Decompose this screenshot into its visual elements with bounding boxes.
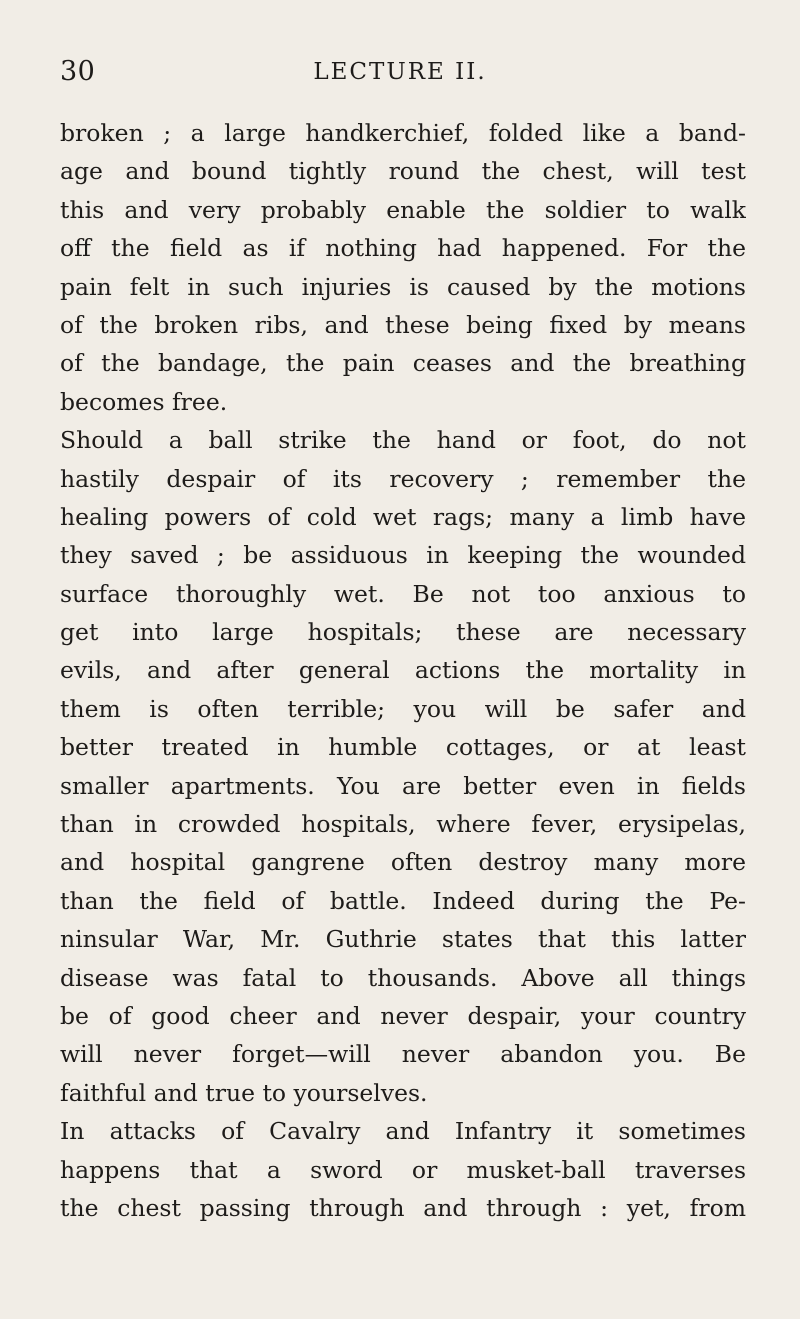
text-line: ninsular War, Mr. Guthrie states that this latter: [60, 925, 746, 954]
text-line: becomes free.: [60, 387, 228, 416]
text-line: this and very probably enable the soldier to walk: [60, 195, 746, 224]
text-line: will never forget—will never abandon you. Be: [60, 1040, 746, 1069]
text-line: In attacks of Cavalry and Infantry it sometimes: [60, 1117, 746, 1146]
text-line: better treated in humble cottages, or at least: [60, 733, 746, 762]
text-line: disease was fatal to thousands. Above all things: [60, 963, 746, 992]
text-line: broken ; a large handkerchief, folded like a band-: [60, 119, 746, 147]
text-line: faithful and true to yourselves.: [60, 1078, 428, 1107]
text-line: be of good cheer and never despair, your country: [60, 1001, 746, 1030]
text-line: they saved ; be assiduous in keeping the wounded: [60, 541, 746, 570]
text-line: than in crowded hospitals, where fever, erysipelas,: [60, 810, 746, 839]
text-line: hastily despair of its recovery ; remember the: [60, 464, 746, 493]
text-line: off the field as if nothing had happened. For the: [60, 234, 746, 263]
text-line: healing powers of cold wet rags; many a limb have: [60, 502, 746, 531]
text-line: of the broken ribs, and these being fixed by means: [60, 310, 746, 339]
text-line: them is often terrible; you will be safer and: [60, 694, 746, 723]
text-line: the chest passing through and through : yet, from: [60, 1193, 746, 1222]
text-line: smaller apartments. You are better even in fields: [60, 771, 746, 800]
page-number: 30: [60, 56, 96, 87]
text-line: of the bandage, the pain ceases and the breathing: [60, 349, 746, 378]
text-line: surface thoroughly wet. Be not too anxious to: [60, 579, 746, 608]
body-text: [60, 114, 746, 1227]
text-line: Should a ball strike the hand or foot, do not: [60, 426, 746, 455]
text-line: pain felt in such injuries is caused by the motions: [60, 272, 746, 301]
running-head: [0, 56, 800, 90]
text-line: than the field of battle. Indeed during the Pe-: [60, 886, 746, 915]
text-line: get into large hospitals; these are necessary: [60, 618, 746, 647]
text-line: happens that a sword or musket-ball traverses: [60, 1155, 746, 1184]
text-line: evils, and after general actions the mortality in: [60, 656, 746, 685]
text-line: age and bound tightly round the chest, will test: [60, 157, 746, 186]
text-line: and hospital gangrene often destroy many more: [60, 848, 746, 877]
running-head-title: LECTURE II.: [313, 59, 487, 85]
